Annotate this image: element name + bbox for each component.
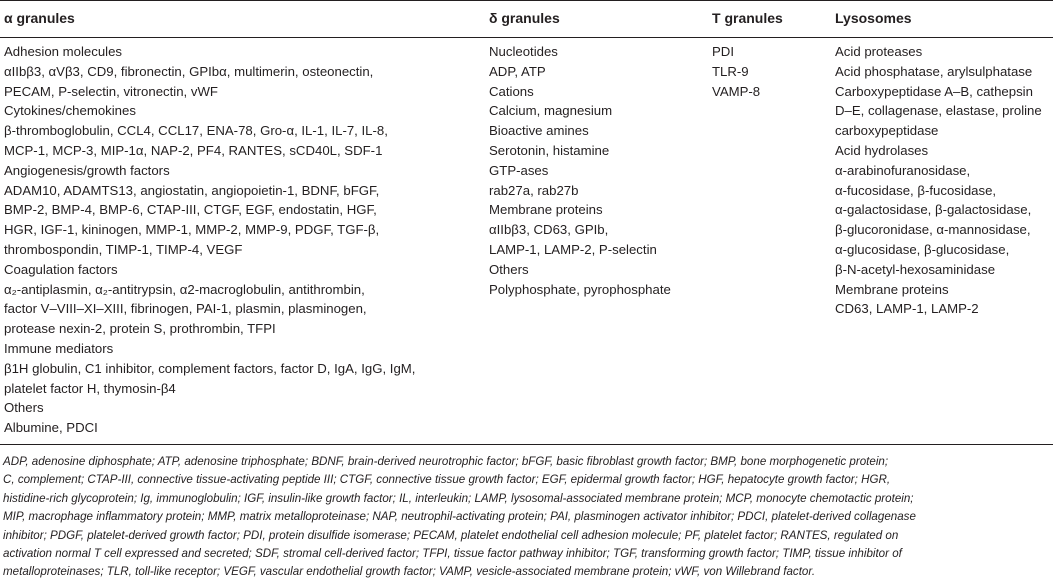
table-cell-line: α-fucosidase, β-fucosidase, (835, 182, 997, 198)
table-cell-line: ADP, ATP (489, 63, 546, 79)
table-cell-line: BMP-2, BMP-4, BMP-6, CTAP-III, CTGF, EGF, endostatin, HGF, (4, 202, 377, 218)
footnote-line: metalloproteinases; TLR, toll-like receptor; VEGF, vascular endothelial growth factor; VAMP, vesicle-associated membrane protein; vWF, von Willebrand factor. (3, 565, 816, 579)
table-cell-line: Immune mediators (4, 340, 114, 356)
table-cell-line: ADAM10, ADAMTS13, angiostatin, angiopoietin-1, BDNF, bFGF, (4, 182, 380, 198)
header-lysosomes: Lysosomes (835, 10, 912, 26)
table-cell-line: PECAM, P-selectin, vitronectin, vWF (4, 83, 218, 99)
table-cell-line: MCP-1, MCP-3, MIP-1α, NAP-2, PF4, RANTES, sCD40L, SDF-1 (4, 142, 383, 158)
footnote-line: activation normal T cell expressed and secreted; SDF, stromal cell-derived factor; TFPI, tissue factor pathway inhibitor; TGF, transforming growth factor; TIMP, tissue inhibitor of (3, 547, 902, 561)
table-cell-line: α-galactosidase, β-galactosidase, (835, 202, 1032, 218)
table-cell-line: platelet factor H, thymosin-β4 (4, 380, 176, 396)
table-cell-line: rab27a, rab27b (489, 182, 579, 198)
table-cell-line: Acid proteases (835, 44, 923, 59)
table-cell-line: protease nexin-2, protein S, prothrombin, TFPI (4, 321, 276, 337)
table-cell-line: thrombospondin, TIMP-1, TIMP-4, VEGF (4, 241, 243, 257)
table-cell-line: HGR, IGF-1, kininogen, MMP-1, MMP-2, MMP-9, PDGF, TGF-β, (4, 222, 380, 238)
table-footer-divider (0, 444, 1053, 445)
table-cell-line: Serotonin, histamine (489, 142, 610, 158)
table-cell-line: Polyphosphate, pyrophosphate (489, 281, 671, 297)
delta-granules-column (489, 42, 671, 299)
table-cell-line: α₂-antiplasmin, α₂-antitrypsin, α2-macroglobulin, antithrombin, (4, 281, 365, 297)
t-granules-column (712, 42, 760, 101)
table-cell-line: Adhesion molecules (4, 44, 123, 59)
footnote-line: MIP, macrophage inflammatory protein; MMP, matrix metalloproteinase; NAP, neutrophil-activating protein; PAI, plasminogen activator inhibitor; PDCI, platelet-derived collagenase (3, 510, 916, 524)
table-cell-line: β-thromboglobulin, CCL4, CCL17, ENA-78, Gro-α, IL-1, IL-7, IL-8, (4, 123, 388, 139)
table-cell-line: β1H globulin, C1 inhibitor, complement factors, factor D, IgA, IgG, IgM, (4, 360, 416, 376)
table-cell-line: Bioactive amines (489, 123, 589, 139)
table-cell-line: LAMP-1, LAMP-2, P-selectin (489, 241, 657, 257)
table-cell-line: Albumine, PDCI (4, 420, 98, 436)
table-cell-line: PDI (712, 44, 734, 59)
abbreviations-footnote (3, 453, 1051, 582)
table-cell-line: Others (489, 261, 529, 277)
table-cell-line: αIIbβ3, αVβ3, CD9, fibronectin, GPIbα, multimerin, osteonectin, (4, 63, 374, 79)
table-cell-line: Acid hydrolases (835, 142, 929, 158)
table-header-row (0, 0, 1053, 38)
lysosomes-column (835, 42, 1042, 319)
table-cell-line: VAMP-8 (712, 83, 761, 99)
header-t-granules: T granules (712, 10, 783, 26)
header-delta-granules: δ granules (489, 10, 560, 26)
table-cell-line: α-arabinofuranosidase, (835, 162, 971, 178)
footnote-line: inhibitor; PDGF, platelet-derived growth factor; PDI, protein disulfide isomerase; PECAM, platelet endothelial cell adhesion molecule; PF, platelet factor; RANTES, regulated on (3, 528, 899, 542)
table-cell-line: Coagulation factors (4, 261, 118, 277)
table-cell-line: TLR-9 (712, 63, 749, 79)
footnote-line: ADP, adenosine diphosphate; ATP, adenosine triphosphate; BDNF, brain-derived neurotrophic factor; bFGF, basic fibroblast growth factor; BMP, bone morphogenetic protein; (3, 455, 889, 468)
table-cell-line: Angiogenesis/growth factors (4, 162, 170, 178)
header-alpha-granules: α granules (4, 10, 75, 26)
table-cell-line: β-glucoronidase, α-mannosidase, (835, 222, 1031, 238)
table-cell-line: Acid phosphatase, arylsulphatase (835, 63, 1033, 79)
table-cell-line: Cytokines/chemokines (4, 103, 136, 119)
table-cell-line: Cations (489, 83, 534, 99)
table-cell-line: CD63, LAMP-1, LAMP-2 (835, 301, 979, 317)
table-cell-line: Nucleotides (489, 44, 558, 59)
table-cell-line: GTP-ases (489, 162, 549, 178)
table-cell-line: carboxypeptidase (835, 123, 939, 139)
footnote-line: histidine-rich glycoprotein; Ig, immunoglobulin; IGF, insulin-like growth factor; IL, interleukin; LAMP, lysosomal-associated membrane protein; MCP, monocyte chemotactic protein; (3, 491, 914, 505)
table-cell-line: Calcium, magnesium (489, 103, 613, 119)
table-cell-line: α-glucosidase, β-glucosidase, (835, 241, 1010, 257)
table-cell-line: Carboxypeptidase A–B, cathepsin (835, 83, 1033, 99)
table-cell-line: Membrane proteins (835, 281, 949, 297)
footnote-line: C, complement; CTAP-III, connective tissue-activating peptide III; CTGF, connective tissue growth factor; EGF, epidermal growth factor; HGF, hepatocyte growth factor; HGR, (3, 473, 891, 487)
table-cell-line: factor V–VIII–XI–XIII, fibrinogen, PAI-1, plasmin, plasminogen, (4, 301, 367, 317)
table-cell-line: αIIbβ3, CD63, GPIb, (489, 222, 609, 238)
table-cell-line: Membrane proteins (489, 202, 603, 218)
table-cell-line: Others (4, 400, 44, 416)
alpha-granules-column (4, 42, 415, 438)
table-cell-line: β-N-acetyl-hexosaminidase (835, 261, 996, 277)
table-cell-line: D–E, collagenase, elastase, proline (835, 103, 1042, 119)
